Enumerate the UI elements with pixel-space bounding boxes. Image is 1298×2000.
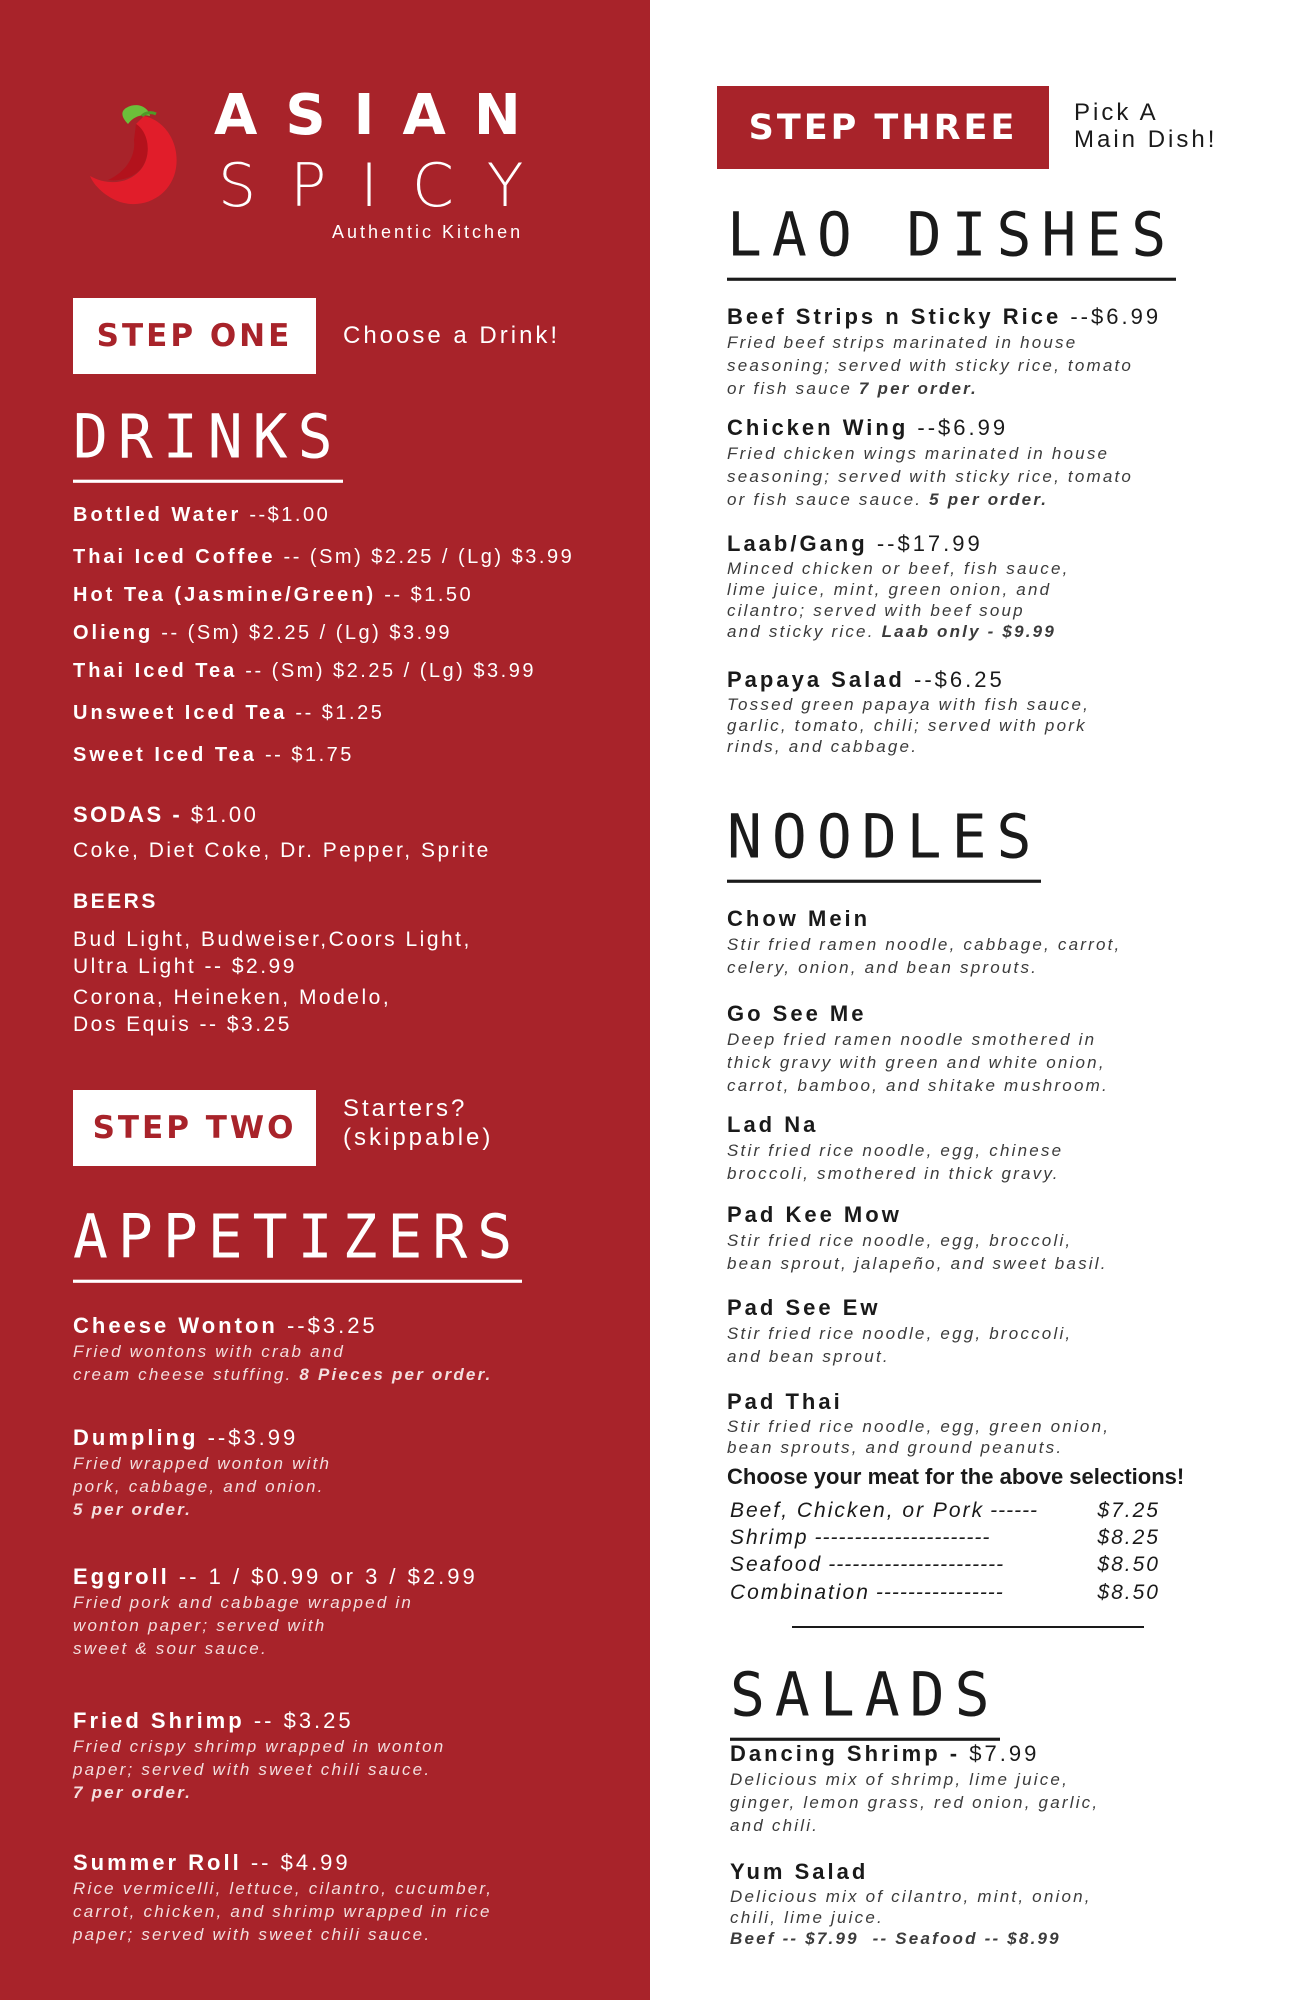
item-desc: pork, cabbage, and onion. [73, 1477, 325, 1496]
item-desc: Fried wrapped wonton with [73, 1454, 332, 1473]
item-name: Summer Roll [73, 1850, 242, 1875]
drink-item [73, 702, 384, 725]
drink-price: -- $1.50 [384, 584, 474, 606]
appetizer-item [73, 1707, 445, 1804]
step-three-note-line2: Main Dish! [1074, 126, 1218, 153]
item-desc: sweet & sour sauce. [73, 1639, 268, 1658]
item-desc: bean sprout, jalapeño, and sweet basil. [727, 1254, 1108, 1273]
item-name: Chicken Wing [727, 415, 909, 440]
appetizer-item [73, 1849, 493, 1946]
item-desc: broccoli, smothered in thick gravy. [727, 1164, 1060, 1183]
item-desc: Fried pork and cabbage wrapped in [73, 1593, 414, 1612]
meat-leader: ---------------------- [814, 1526, 991, 1549]
noodle-item [727, 1201, 1108, 1275]
item-price: -- 1 / $0.99 or 3 / $2.99 [178, 1564, 478, 1589]
lao-item [727, 414, 1133, 511]
item-note: Beef -- $7.99 -- Seafood -- $8.99 [730, 1929, 1061, 1948]
drink-price: -- $1.75 [264, 744, 354, 766]
meat-name: Combination [730, 1581, 870, 1604]
lao-item [727, 666, 1090, 757]
item-desc: Fried chicken wings marinated in house [727, 444, 1110, 463]
item-desc: ginger, lemon grass, red onion, garlic, [730, 1793, 1100, 1812]
meat-price: $7.25 [1097, 1499, 1160, 1522]
item-price: --$3.25 [286, 1313, 378, 1338]
item-desc: Tossed green papaya with fish sauce, [727, 695, 1091, 714]
step-one-note: Choose a Drink! [343, 322, 561, 349]
item-note: 7 per order. [73, 1783, 192, 1802]
item-note: Laab only - $9.99 [881, 622, 1056, 641]
meat-name: Beef, Chicken, or Pork [730, 1499, 985, 1522]
item-desc: lime juice, mint, green onion, and [727, 580, 1052, 599]
item-price: --$6.99 [917, 415, 1009, 440]
item-desc: carrot, chicken, and shrimp wrapped in rice [73, 1902, 492, 1921]
chili-pepper-icon [86, 102, 186, 212]
item-name: Dumpling [73, 1425, 199, 1450]
appetizer-item [73, 1563, 478, 1660]
item-desc: paper; served with sweet chili sauce. [73, 1760, 432, 1779]
drink-item [73, 546, 574, 569]
appetizer-item [73, 1424, 331, 1521]
noodle-item [727, 1388, 1110, 1458]
meat-name: Shrimp [730, 1526, 809, 1549]
item-desc: Deep fried ramen noodle smothered in [727, 1030, 1097, 1049]
item-price: $7.99 [969, 1741, 1040, 1766]
drink-item [73, 504, 330, 527]
item-desc-text: cream cheese stuffing. [73, 1365, 293, 1384]
item-desc [73, 1363, 492, 1386]
item-desc: garlic, tomato, chili; served with pork [727, 716, 1087, 735]
item-name: Eggroll [73, 1564, 170, 1589]
item-note: 5 per order. [929, 490, 1049, 509]
noodle-item [727, 1294, 1072, 1368]
item-price: --$17.99 [876, 531, 983, 556]
item-desc: rinds, and cabbage. [727, 737, 919, 756]
item-desc: Fried crispy shrimp wrapped in wonton [73, 1737, 446, 1756]
brand-tagline: Authentic Kitchen [332, 222, 524, 242]
meat-leader: ------ [990, 1499, 1039, 1522]
beers-title: BEERS [73, 890, 158, 913]
item-desc: thick gravy with green and white onion, [727, 1053, 1106, 1072]
item-name: Pad Kee Mow [727, 1202, 902, 1227]
drink-name: Hot Tea (Jasmine/Green) [73, 584, 377, 606]
beers-line: Bud Light, Budweiser,Coors Light, [73, 928, 472, 951]
item-price: --$6.25 [914, 667, 1005, 692]
item-desc: wonton paper; served with [73, 1616, 327, 1635]
item-price: --$3.99 [207, 1425, 299, 1450]
step-two-badge: STEP TWO [73, 1090, 316, 1166]
meat-leader: ---------------- [875, 1581, 1004, 1604]
drink-price: -- (Sm) $2.25 / (Lg) $3.99 [161, 622, 452, 644]
item-desc-text: and sticky rice. [727, 622, 875, 641]
item-desc: and bean sprout. [727, 1347, 890, 1366]
drink-name: Thai Iced Tea [73, 660, 238, 682]
item-desc: celery, onion, and bean sprouts. [727, 958, 1039, 977]
item-name: Fried Shrimp [73, 1708, 245, 1733]
item-note: 7 per order. [858, 379, 978, 398]
meat-price-row [730, 1526, 1160, 1550]
item-desc: Fried wontons with crab and [73, 1342, 346, 1361]
drink-item [73, 622, 452, 645]
meat-price-row [730, 1499, 1160, 1523]
item-desc: and chili. [730, 1816, 820, 1835]
item-name: Pad See Ew [727, 1295, 881, 1320]
brand-name-top: ASIAN [214, 83, 549, 148]
meat-leader: ---------------------- [828, 1553, 1005, 1576]
item-name: Pad Thai [727, 1389, 843, 1414]
item-desc-text: or fish sauce [727, 379, 852, 398]
lao-item [727, 530, 1070, 642]
brand-name-bottom: SPICY [218, 151, 558, 221]
drink-item [73, 660, 536, 683]
meat-price-row [730, 1553, 1160, 1577]
item-desc: Delicious mix of shrimp, lime juice, [730, 1770, 1069, 1789]
lao-dishes-heading: LAO DISHES [727, 204, 1176, 281]
item-desc: carrot, bamboo, and shitake mushroom. [727, 1076, 1109, 1095]
noodle-item [727, 905, 1121, 979]
beers-line: Corona, Heineken, Modelo, [73, 986, 392, 1009]
drink-price: -- (Sm) $2.25 / (Lg) $3.99 [283, 546, 575, 568]
drinks-heading: DRINKS [73, 406, 343, 483]
item-name: Beef Strips n Sticky Rice [727, 304, 1062, 329]
item-name: Papaya Salad [727, 667, 905, 692]
lao-item [727, 303, 1161, 400]
meat-price: $8.25 [1097, 1526, 1160, 1549]
meat-choice-heading: Choose your meat for the above selections! [727, 1464, 1185, 1489]
meat-price: $8.50 [1097, 1581, 1160, 1604]
item-desc: Stir fried ramen noodle, cabbage, carrot, [727, 935, 1122, 954]
step-two-note-line2: (skippable) [343, 1124, 494, 1151]
item-name: Laab/Gang [727, 531, 868, 556]
item-desc: seasoning; served with sticky rice, tomato [727, 467, 1134, 486]
drink-name: Olieng [73, 622, 154, 644]
appetizers-heading: APPETIZERS [73, 1206, 522, 1283]
appetizer-item [73, 1312, 492, 1386]
step-three-note-line1: Pick A [1074, 99, 1159, 126]
item-desc: Stir fried rice noodle, egg, chinese [727, 1141, 1064, 1160]
drink-price: -- $1.25 [295, 702, 385, 724]
item-desc: Stir fried rice noodle, egg, broccoli, [727, 1231, 1073, 1250]
item-desc: chili, lime juice. [730, 1908, 884, 1927]
drink-price: -- (Sm) $2.25 / (Lg) $3.99 [245, 660, 536, 682]
right-panel [650, 0, 1298, 2000]
step-one-badge: STEP ONE [73, 298, 316, 374]
drink-name: Thai Iced Coffee [73, 546, 276, 568]
item-price: --$6.99 [1070, 304, 1162, 329]
item-desc: Rice vermicelli, lettuce, cilantro, cucumber, [73, 1879, 494, 1898]
sodas-line [73, 801, 258, 828]
noodle-item [727, 1111, 1063, 1185]
item-desc: paper; served with sweet chili sauce. [73, 1925, 432, 1944]
item-name: Dancing Shrimp - [730, 1741, 961, 1766]
salads-heading: SALADS [730, 1664, 1000, 1741]
item-desc: bean sprouts, and ground peanuts. [727, 1438, 1064, 1457]
drink-name: Unsweet Iced Tea [73, 702, 288, 724]
item-desc-text: or fish sauce sauce. [727, 490, 923, 509]
section-divider [792, 1626, 1144, 1628]
item-note: 8 Pieces per order. [299, 1365, 493, 1384]
drink-name: Bottled Water [73, 504, 242, 526]
sodas-title: SODAS - [73, 802, 183, 827]
item-name: Chow Mein [727, 906, 871, 931]
item-desc: Stir fried rice noodle, egg, green onion, [727, 1417, 1111, 1436]
item-desc: seasoning; served with sticky rice, tomato [727, 356, 1134, 375]
drink-item [73, 744, 354, 767]
item-price: -- $3.25 [253, 1708, 354, 1733]
beers-line: Dos Equis -- $3.25 [73, 1013, 292, 1036]
noodle-item [727, 1000, 1109, 1097]
item-name: Lad Na [727, 1112, 819, 1137]
salad-item [730, 1740, 1099, 1837]
drink-name: Sweet Iced Tea [73, 744, 257, 766]
meat-price: $8.50 [1097, 1553, 1160, 1576]
beers-line: Ultra Light -- $2.99 [73, 955, 297, 978]
item-desc: Fried beef strips marinated in house [727, 333, 1078, 352]
noodles-heading: NOODLES [727, 806, 1041, 883]
step-three-badge: STEP THREE [717, 86, 1049, 169]
salad-item [730, 1858, 1092, 1949]
item-desc: Stir fried rice noodle, egg, broccoli, [727, 1324, 1073, 1343]
sodas-list: Coke, Diet Coke, Dr. Pepper, Sprite [73, 839, 491, 862]
item-desc: Minced chicken or beef, fish sauce, [727, 559, 1070, 578]
drink-price: --$1.00 [249, 504, 331, 526]
item-name: Go See Me [727, 1001, 867, 1026]
meat-price-row [730, 1581, 1160, 1605]
item-desc [727, 621, 1070, 642]
drink-item [73, 584, 473, 607]
sodas-price: $1.00 [190, 802, 259, 827]
item-name: Yum Salad [730, 1859, 869, 1884]
item-name: Cheese Wonton [73, 1313, 278, 1338]
item-desc: cilantro; served with beef soup [727, 601, 1025, 620]
step-two-note-line1: Starters? [343, 1095, 468, 1122]
item-price: -- $4.99 [250, 1850, 351, 1875]
item-desc: Delicious mix of cilantro, mint, onion, [730, 1887, 1092, 1906]
meat-name: Seafood [730, 1553, 823, 1576]
item-note: 5 per order. [73, 1500, 192, 1519]
